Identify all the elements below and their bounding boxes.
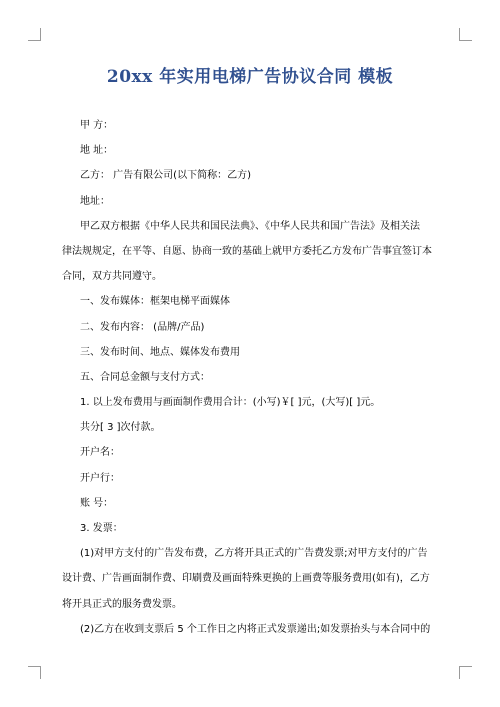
clause-5-1-total: 1. 以上发布费用与画面制作费用合计：(小写)￥[ ]元，(大写)[ ]元。 — [80, 397, 381, 409]
clause-3-time-place: 三、发布时间、地点、媒体发布费用 — [80, 346, 240, 358]
account-number-line: 账 号： — [80, 497, 114, 509]
party-a-address-line: 地 址： — [80, 145, 114, 157]
party-a-line: 甲 方： — [80, 120, 114, 131]
clause-1-media: 一、发布媒体：框架电梯平面媒体 — [80, 296, 230, 308]
invoice-item-1-line-1: (1)对甲方支付的广告发布费，乙方将开具正式的广告费发票;对甲方支付的广告 — [80, 548, 428, 560]
document-title: 20xx 年实用电梯广告协议合同 模板 — [106, 67, 394, 87]
preamble-line-2: 律法规规定，在平等、自愿、协商一致的基础上就甲方委托乙方发布广告事宜签订本 — [62, 245, 432, 257]
preamble-line-1: 甲乙双方根据《中华人民共和国民法典》、《中华人民共和国广告法》及相关法 — [80, 220, 420, 232]
corner-mark-top-right — [459, 28, 472, 41]
invoice-item-1-line-2: 设计费、广告画面制作费、印刷费及画面特殊更换的上画费等服务费用(如有)，乙方 — [62, 573, 430, 585]
invoice-heading: 3. 发票： — [80, 523, 123, 534]
clause-2-content: 二、发布内容： (品牌/产品) — [80, 321, 205, 333]
document-body — [62, 113, 438, 642]
corner-mark-top-left — [28, 28, 41, 41]
invoice-item-2-line-1: (2)乙方在收到支票后 5 个工作日之内将正式发票递出;如发票抬头与本合同中的 — [80, 623, 431, 635]
preamble-line-3: 合同，双方共同遵守。 — [62, 271, 162, 283]
corner-mark-bottom-left — [28, 666, 41, 679]
party-b-address-line: 地址： — [80, 195, 110, 207]
clause-5-amount: 五、合同总金额与支付方式： — [80, 371, 210, 383]
installments-line: 共分[ 3 ]次付款。 — [80, 422, 161, 434]
invoice-item-1-line-3: 将开具正式的服务费发票。 — [62, 598, 182, 610]
party-b-line: 乙方： 广告有限公司(以下简称：乙方) — [80, 170, 251, 182]
account-name-line: 开户名： — [80, 447, 120, 459]
corner-mark-bottom-right — [459, 666, 472, 679]
bank-line: 开户行： — [80, 472, 120, 484]
